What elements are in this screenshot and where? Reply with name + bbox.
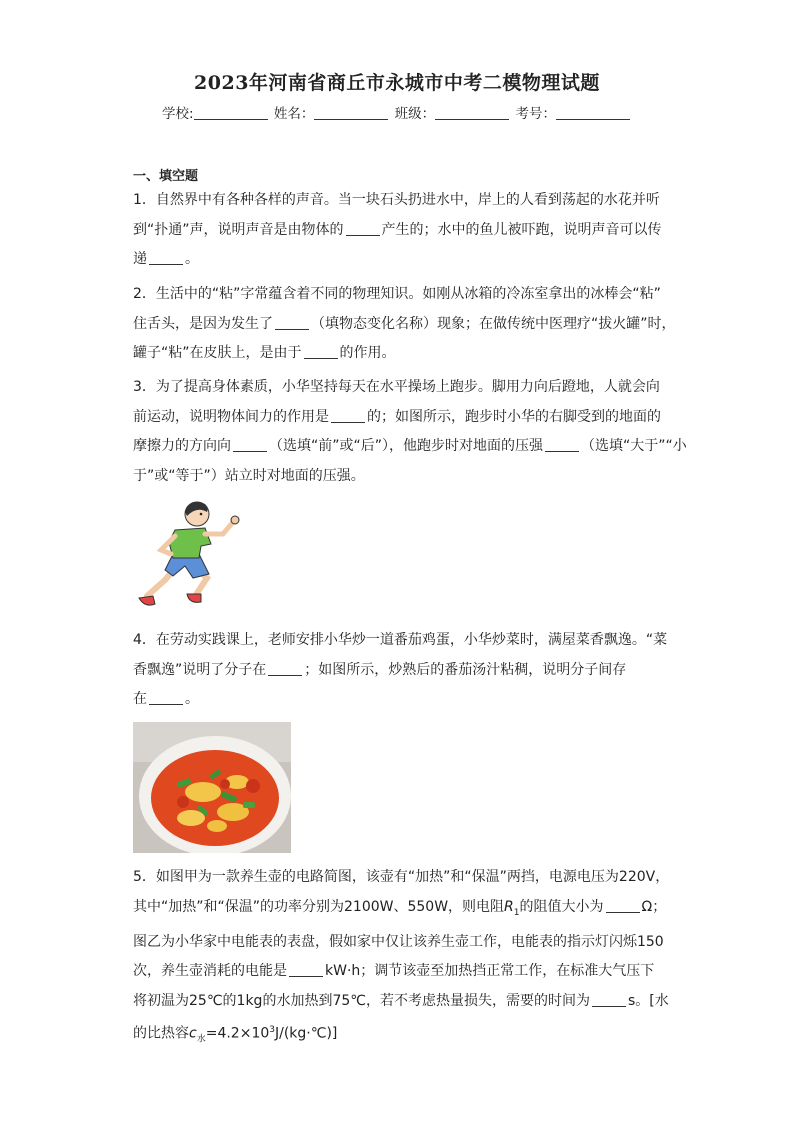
answer-blank[interactable] [592, 992, 626, 1007]
school-blank[interactable] [194, 105, 268, 120]
q5-line-4: 次，养生壶消耗的电能是 kW·h；调节该壶至加热挡正常工作，在标准大气压下 [133, 963, 655, 980]
q3-line-3: 摩擦力的方向向 （选填“前”或“后”），他跑步时对地面的压强 （选填“大于”“小 [133, 438, 687, 454]
q2-line-2: 住舌头，是因为发生了 （填物态变化名称）现象；在做传统中医理疗“拔火罐”时， [133, 315, 676, 332]
answer-blank[interactable] [149, 690, 183, 705]
answer-blank[interactable] [275, 315, 309, 330]
exam-number-label: 考号： [515, 106, 556, 122]
q3-line-2: 前运动，说明物体间力的作用是 的；如图所示，跑步时小华的右脚受到的地面的 [133, 408, 661, 425]
name-blank[interactable] [314, 105, 388, 120]
q5-line-2: 其中“加热”和“保温”的功率分别为2100W、550W，则电阻$R_1$的阻值大小为 Ω； [133, 898, 667, 918]
answer-blank[interactable] [545, 437, 579, 452]
section-heading: 一、填空题 [133, 169, 199, 184]
school-label: 学校: [162, 106, 194, 122]
question-4 [133, 626, 668, 715]
q5-line-6: 的比热容$c_水=4.2\times 10^3J/(kg\cdot℃)$] [133, 1025, 338, 1045]
q1-line-3: 递 。 [133, 251, 199, 267]
answer-blank[interactable] [606, 898, 640, 913]
student-info-row [0, 102, 794, 122]
q3-line-1: 3．为了提高身体素质，小华坚持每天在水平操场上跑步。脚用力向后蹬地，人就会向 [133, 379, 660, 395]
q5-line-1: 5．如图甲为一款养生壶的电路简图，该壶有“加热”和“保温”两挡，电源电压为220V， [133, 869, 670, 885]
answer-blank[interactable] [268, 661, 302, 676]
q5-line-5: 将初温为25℃的1kg的水加热到75℃，若不考虑热量损失，需要的时间为 s。[水 [133, 992, 669, 1009]
question-1 [133, 186, 663, 275]
runner-figure [135, 500, 247, 614]
answer-blank[interactable] [149, 250, 183, 265]
name-label: 姓名： [273, 106, 315, 122]
question-5 [133, 863, 670, 1055]
q5-line-3: 图乙为小华家中电能表的表盘，假如家中仅让该养生壶工作，电能表的指示灯闪烁150 [133, 933, 664, 950]
answer-blank[interactable] [304, 344, 338, 359]
exam-number-blank[interactable] [556, 105, 630, 120]
tomato-egg-dish-photo [133, 722, 291, 853]
class-label: 班级： [394, 106, 436, 122]
class-blank[interactable] [435, 105, 509, 120]
q4-line-3: 在 。 [133, 691, 199, 707]
page-title: 2023年河南省商丘市永城市中考二模物理试题 [194, 72, 600, 94]
q2-line-3: 罐子“粘”在皮肤上，是由于 的作用。 [133, 345, 396, 361]
answer-blank[interactable] [331, 408, 365, 423]
q3-line-4: 于”或“等于”）站立时对地面的压强。 [133, 467, 365, 484]
q2-line-1: 2．生活中的“粘”字常蕴含着不同的物理知识。如刚从冰箱的冷冻室拿出的冰棒会“粘” [133, 286, 661, 302]
question-3 [133, 373, 687, 491]
q4-line-2: 香飘逸”说明了分子在 ；如图所示，炒熟后的番茄汤汁粘稠，说明分子间存 [133, 661, 627, 678]
q4-line-1: 4．在劳动实践课上，老师安排小华炒一道番茄鸡蛋，小华炒菜时，满屋菜香飘逸。“菜 [133, 632, 668, 648]
answer-blank[interactable] [346, 221, 380, 236]
question-2 [133, 280, 676, 369]
answer-blank[interactable] [289, 962, 323, 977]
answer-blank[interactable] [233, 437, 267, 452]
q1-line-2: 到“扑通”声，说明声音是由物体的 产生的；水中的鱼儿被吓跑，说明声音可以传 [133, 221, 662, 238]
q1-line-1: 1．自然界中有各种各样的声音。当一块石头扔进水中，岸上的人看到荡起的水花并听 [133, 192, 660, 208]
